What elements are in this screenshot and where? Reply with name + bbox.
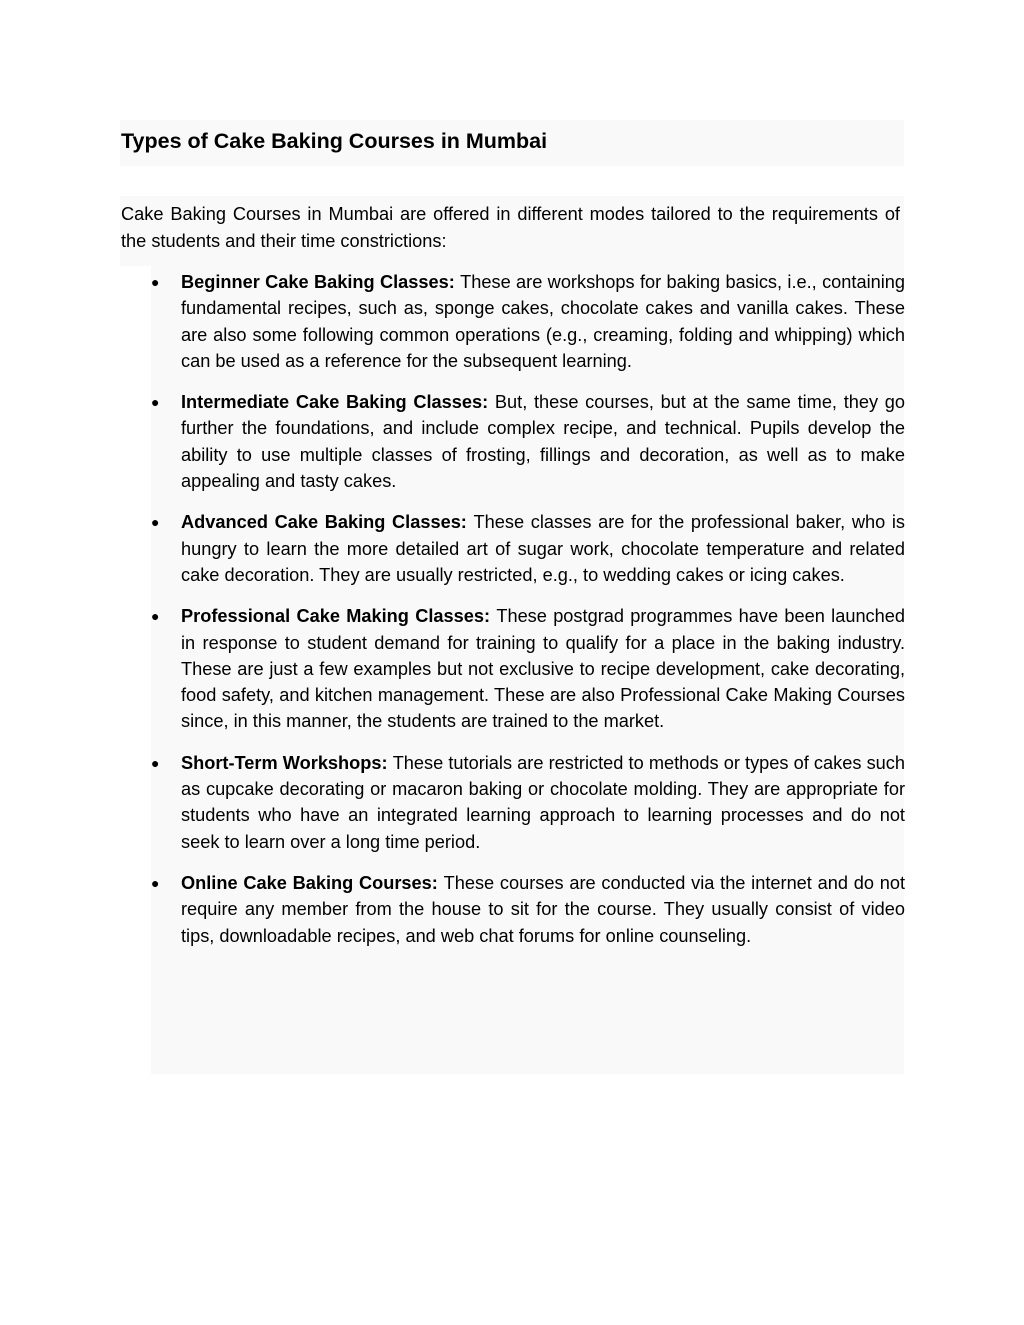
bullet-icon: ● <box>151 754 160 771</box>
list-item-heading: Professional Cake Making Classes: <box>181 606 497 627</box>
list-item-online <box>151 870 906 949</box>
list-item-text: These tutorials are restricted to methods or types of cakes such as cupcake decorating or macaron baking or chocolate molding. They are appropriate for students who have an integrated learning approach to learning processes and do not seek to learn over a long time period. <box>181 752 905 852</box>
course-types-list <box>151 269 906 964</box>
list-item-beginner <box>151 269 906 374</box>
page-title: Types of Cake Baking Courses in Mumbai <box>121 129 548 153</box>
bullet-icon: ● <box>151 274 160 290</box>
list-item-heading: Advanced Cake Baking Classes: <box>181 512 474 533</box>
bullet-icon: ● <box>151 394 160 411</box>
list-item-professional <box>151 603 906 734</box>
list-item-heading: Intermediate Cake Baking Classes: <box>181 392 495 413</box>
list-item-intermediate <box>151 389 905 494</box>
bullet-icon: ● <box>151 514 160 531</box>
bullet-icon: ● <box>151 608 160 625</box>
list-item-heading: Online Cake Baking Courses: <box>181 872 444 893</box>
list-item-heading: Short-Term Workshops: <box>181 752 393 773</box>
list-item-short-term <box>151 750 905 855</box>
list-item-text: These courses are conducted via the internet and do not require any member from the house to sit for the course. They usually consist of video tips, downloadable recipes, and web chat forums for online counseling. <box>181 872 906 946</box>
list-item-text: These postgrad programmes have been launched in response to student demand for training to qualify for a place in the baking industry. These are just a few examples but not exclusive to recipe development, cake decorating, food safety, and kitchen management. These are also Professional Cake Making Courses since, in this manner, the students are trained to the market. <box>181 606 906 732</box>
list-item-advanced <box>151 509 905 588</box>
list-item-heading: Beginner Cake Baking Classes: <box>181 272 461 292</box>
intro-paragraph: Cake Baking Courses in Mumbai are offered in different modes tailored to the requirements of the students and their time constrictions: <box>121 204 900 251</box>
list-item-text: But, these courses, but at the same time, they go further the foundations, and include complex recipe, and technical. Pupils develop the ability to use multiple classes of frosting, fillings and decoration, as well as to make appealing and tasty cakes. <box>181 392 905 492</box>
bullet-icon: ● <box>151 874 160 891</box>
list-item-text: These are workshops for baking basics, i.e., containing fundamental recipes, such as, sponge cakes, chocolate cakes and vanilla cakes. These are also some following common operations (e.g., creaming, folding and whipping) which can be used as a reference for the subsequent learning. <box>181 272 906 371</box>
list-item-text: These classes are for the professional baker, who is hungry to learn the more detailed art of sugar work, chocolate temperature and related cake decoration. They are usually restricted, e.g., to wedding cakes or icing cakes. <box>181 512 905 585</box>
